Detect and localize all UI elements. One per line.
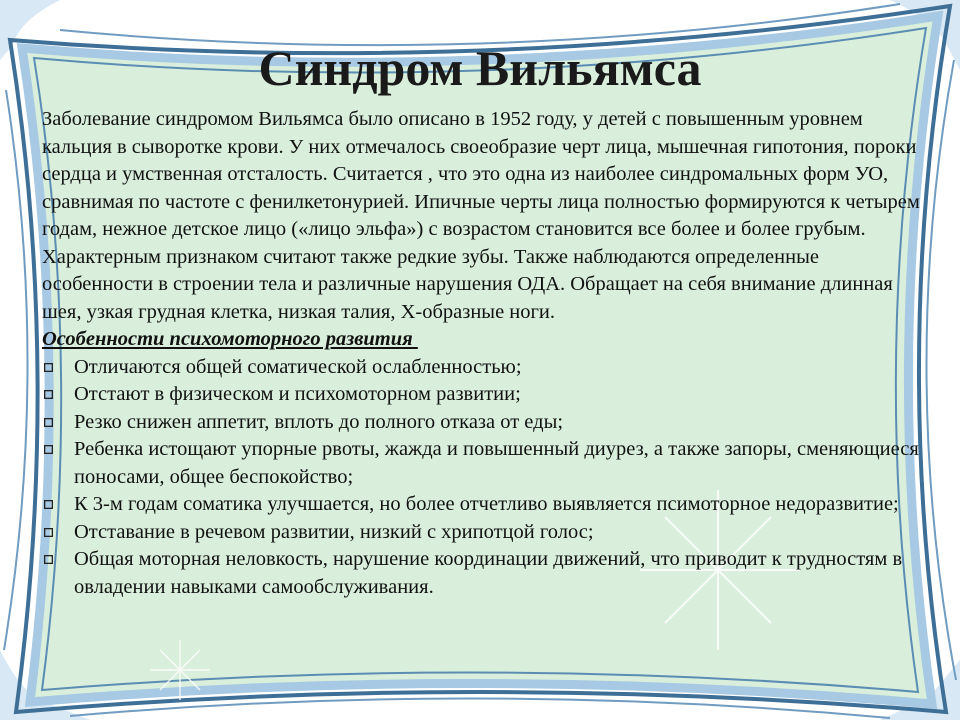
list-item [42, 409, 922, 437]
list-item-text: Общая моторная неловкость, нарушение координации движений, что приводит к трудностям в овладении навыками самообслуживания. [74, 548, 903, 598]
feature-list [42, 354, 922, 602]
list-item-text: Отставание в речевом развитии, низкий с хрипотцой голос; [74, 520, 594, 543]
square-bullet-icon [44, 390, 53, 399]
section-subheading: Особенности психомоторного развития [42, 328, 418, 350]
list-item [42, 354, 922, 382]
list-item-text: Отличаются общей соматической ослабленностью; [74, 355, 522, 378]
square-bullet-icon [44, 528, 53, 537]
square-bullet-icon [44, 445, 53, 454]
list-item [42, 519, 922, 547]
list-item [42, 491, 922, 519]
square-bullet-icon [44, 418, 53, 427]
list-item-text: Ребенка истощают упорные рвоты, жажда и повышенный диурез, а также запоры, сменяющиеся поносами, общее беспокойство; [74, 438, 919, 488]
intro-paragraph: Заболевание синдромом Вильямса было описано в 1952 году, у детей с повышенным уровнем кальция в сыворотке крови. У них отмечалось своеобразие черт лица, мышечная гипотония, пороки сердца и умственная отсталость. Считается , что это одна из наиболее синдромальных форм УО, сравнимая по частоте с фенилкетонурией. Ипичные черты лица полностью формируются к четырем годам, нежное детское лицо («лицо эльфа») с возрастом становится все более и более грубым. Характерным признаком считают также редкие зубы. Также наблюдаются определенные особенности в строении тела и различные нарушения ОДА. Обращает на себя внимание длинная шея, узкая грудная клетка, низкая талия, Х-образные ноги. [42, 108, 920, 323]
square-bullet-icon [44, 555, 53, 564]
list-item [42, 436, 922, 491]
list-item-text: Отстают в физическом и психомоторном развитии; [74, 383, 521, 405]
list-item-text: Резко снижен аппетит, вплоть до полного отказа от еды; [74, 410, 564, 433]
square-bullet-icon [44, 363, 53, 372]
slide-title: Синдром Вильямса [258, 40, 702, 96]
list-item [42, 381, 922, 409]
slide-body [42, 106, 922, 601]
list-item [42, 546, 922, 601]
list-item-text: К 3-м годам соматика улучшается, но более отчетливо выявляется псимоторное недоразвитие; [74, 493, 899, 515]
square-bullet-icon [44, 500, 53, 509]
